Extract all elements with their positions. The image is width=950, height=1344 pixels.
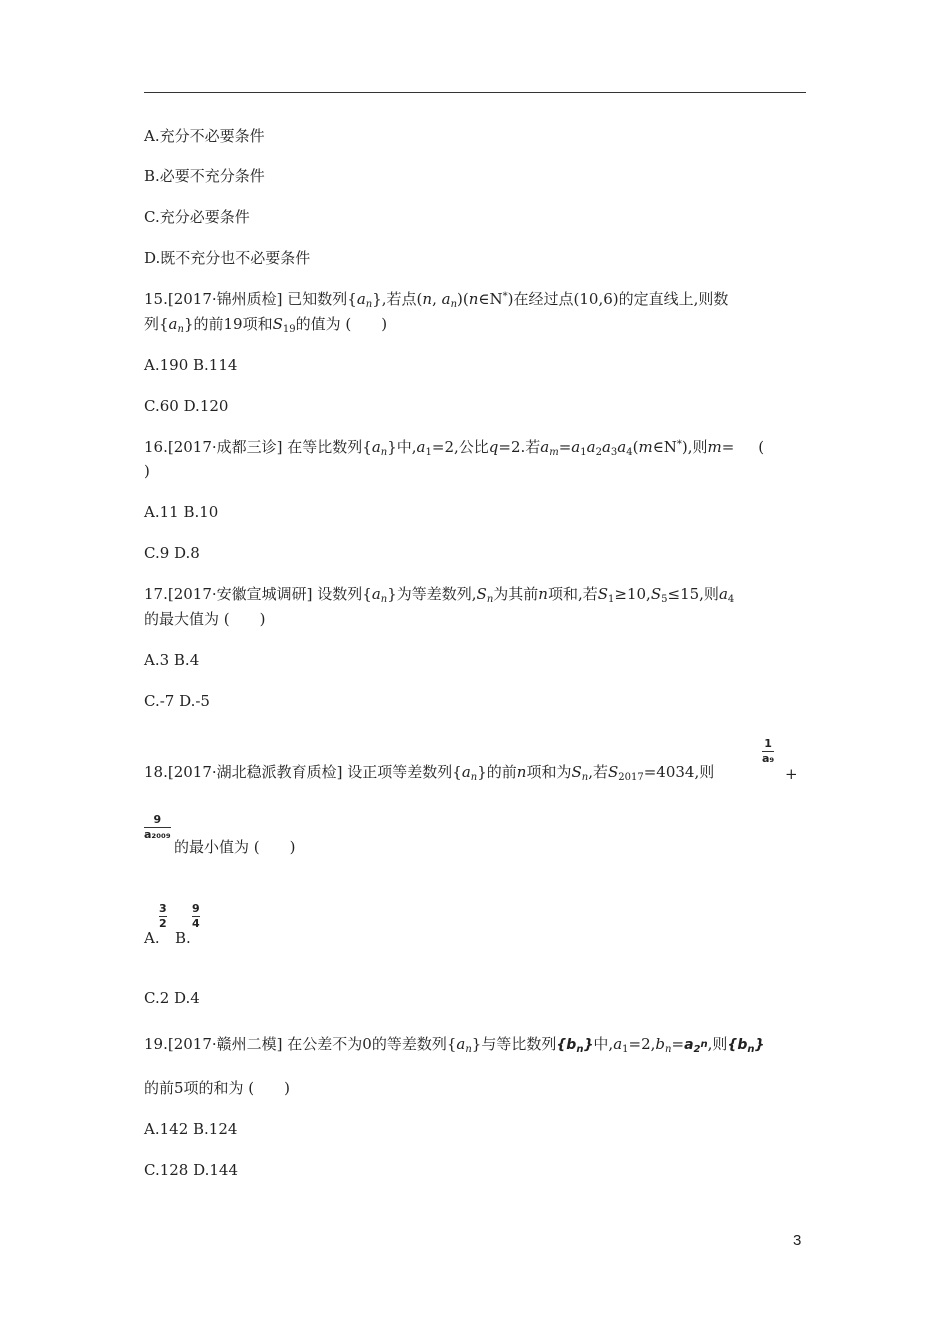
question-18-line1: 18.[2017·湖北稳派教育质检] 设正项等差数列$\{a_n\}$的前n项和为$S_n$,若$S_{2017}=4034$,则 <box>144 763 715 783</box>
fraction-denominator: 4 <box>192 917 200 930</box>
question-18-options-cd: C.2 D.4 <box>144 989 200 1007</box>
question-17-options-cd: C.-7 D.-5 <box>144 692 210 710</box>
option-b-14: B.必要不充分条件 <box>144 167 265 185</box>
question-16-options-ab: A.11 B.10 <box>144 503 219 521</box>
fraction-denominator: a₂₀₀₉ <box>144 828 171 841</box>
question-15-options-ab: A.190 B.114 <box>144 356 238 374</box>
option-b-fraction <box>192 903 200 930</box>
question-18-options-ab: A. <box>144 929 160 947</box>
fraction-denominator: a₉ <box>762 752 775 765</box>
fraction-numerator: 9 <box>153 813 162 826</box>
question-17-source: 17.[2017·安徽宣城调研] <box>144 585 313 603</box>
plus-sign: + <box>785 765 798 783</box>
question-16-line1: 16.[2017·成都三诊] 在等比数列$\{a_n\}$中$,a_1=2$,公比q=2.若$a_m=a_1a_2a_3a_4(m\in N^*)$,则m= ( <box>144 438 765 458</box>
question-19-options-cd: C.128 D.144 <box>144 1161 238 1179</box>
question-19-options-ab: A.142 B.124 <box>144 1120 238 1138</box>
question-16-options-cd: C.9 D.8 <box>144 544 200 562</box>
question-16-line2: ) <box>144 462 150 480</box>
question-18-source: 18.[2017·湖北稳派教育质检] <box>144 763 343 781</box>
fraction-numerator: 3 <box>159 902 167 915</box>
question-19-line2: 的前5项的和为 ( ) <box>144 1079 291 1097</box>
fraction-numerator: 1 <box>764 737 772 750</box>
option-c-14: C.充分必要条件 <box>144 208 250 226</box>
fraction-9-over-a2009 <box>144 814 171 841</box>
option-b-label: B. <box>175 929 191 947</box>
question-19-line1: 19.[2017·赣州二模] 在公差不为0的等差数列$\{a_n\}$与等比数列$\{b_n\}$中$,a_1=2,b_n=a_{2^n}$,则$\{b_n\}$ <box>144 1035 765 1055</box>
question-15-source: 15.[2017·锦州质检] <box>144 290 283 308</box>
option-a-fraction <box>159 903 167 930</box>
question-17-options-ab: A.3 B.4 <box>144 651 200 669</box>
question-19-source: 19.[2017·赣州二模] <box>144 1035 283 1053</box>
option-d-14: D.既不充分也不必要条件 <box>144 249 311 267</box>
fraction-1-over-a9 <box>762 738 774 765</box>
question-17-line2: 的最大值为 ( ) <box>144 610 266 628</box>
question-18-tail: 的最小值为 ( ) <box>174 838 296 856</box>
option-a-14: A.充分不必要条件 <box>144 127 265 145</box>
question-15-options-cd: C.60 D.120 <box>144 397 229 415</box>
question-15-line2: 列$\{a_n\}$的前19项和$S_{19}$的值为 ( ) <box>144 315 388 335</box>
header-rule <box>144 92 806 93</box>
page-number: 3 <box>793 1232 802 1249</box>
question-17-line1: 17.[2017·安徽宣城调研] 设数列$\{a_n\}$为等差数列$,S_n$为其前n项和,若$S_1\ge 10,S_5\le 15$,则$a_4$ <box>144 585 735 605</box>
fraction-denominator: 2 <box>159 917 167 930</box>
question-15-line1: 15.[2017·锦州质检] 已知数列$\{a_n\}$,若点(n, $a_n)(n\in N^*)$在经过点(10,6)的定直线上,则数 <box>144 290 729 310</box>
question-16-source: 16.[2017·成都三诊] <box>144 438 283 456</box>
fraction-numerator: 9 <box>192 902 200 915</box>
